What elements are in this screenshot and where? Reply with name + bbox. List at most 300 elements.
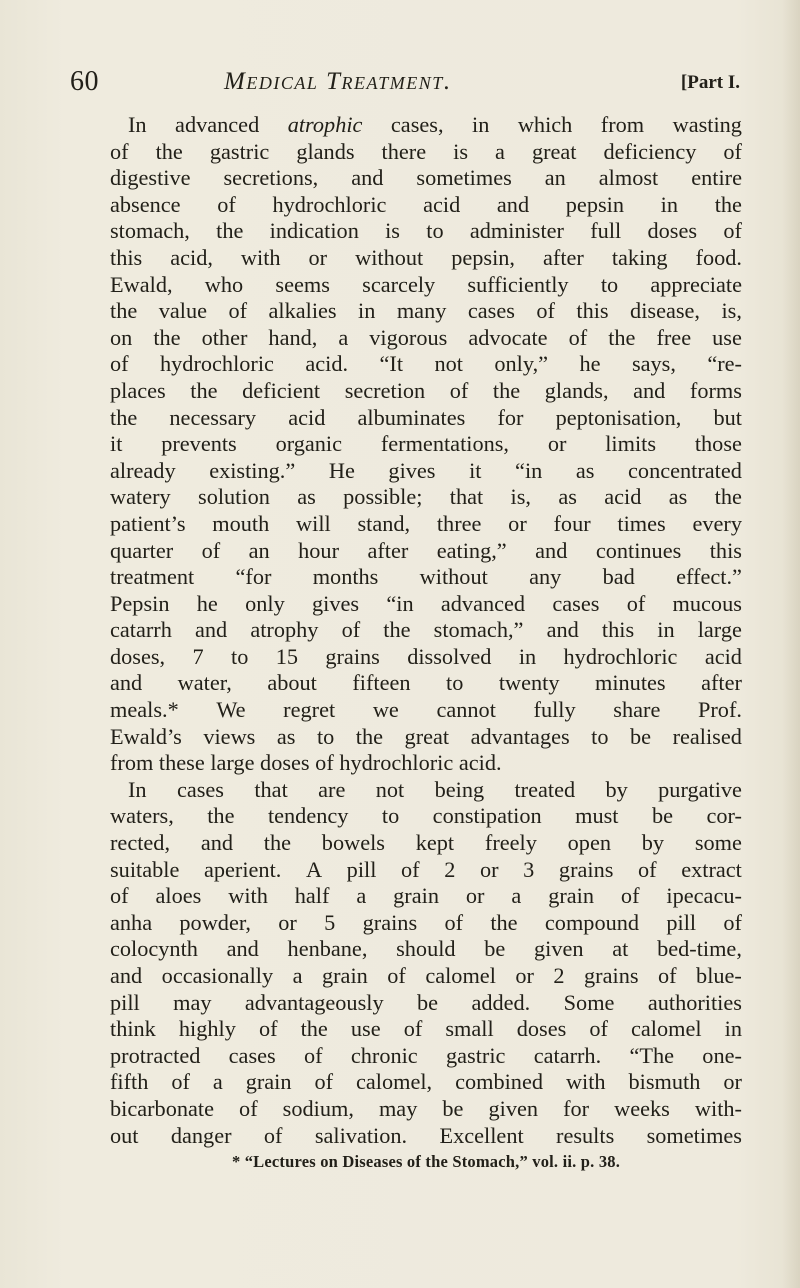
text-line bbox=[110, 325, 742, 352]
word: kept bbox=[415, 830, 455, 856]
word: appreciate bbox=[650, 271, 742, 297]
word: hydrochloric bbox=[160, 351, 274, 377]
word: treatment bbox=[110, 564, 195, 590]
word: gives bbox=[312, 590, 360, 616]
word: the bbox=[216, 218, 244, 244]
word: food. bbox=[695, 244, 742, 270]
word: this bbox=[601, 617, 635, 643]
word: four bbox=[553, 510, 591, 536]
word: with bbox=[228, 883, 268, 909]
word: grains bbox=[584, 963, 639, 988]
word: after bbox=[543, 244, 584, 270]
word: of bbox=[110, 883, 129, 909]
word: realised bbox=[672, 723, 742, 749]
word: chronic bbox=[350, 1042, 418, 1068]
word: three bbox=[436, 510, 482, 536]
word: or bbox=[723, 1069, 742, 1095]
word: cases bbox=[552, 590, 600, 616]
word: patient’s bbox=[110, 510, 186, 536]
word: may bbox=[378, 1095, 418, 1121]
word: solution bbox=[198, 484, 270, 510]
word: by bbox=[641, 830, 665, 856]
word: deficiency bbox=[603, 138, 697, 164]
word: already bbox=[110, 457, 176, 483]
word: given bbox=[534, 936, 584, 962]
word: of bbox=[217, 191, 236, 217]
word: of bbox=[263, 1122, 283, 1148]
word: hydrochloric bbox=[563, 643, 678, 669]
word: occasionally bbox=[161, 963, 274, 988]
word: organic bbox=[275, 431, 343, 457]
running-title: Medical Treatment. bbox=[224, 68, 452, 95]
word: as bbox=[558, 484, 577, 510]
word: taking bbox=[611, 244, 668, 270]
word: are bbox=[318, 776, 346, 802]
text-line bbox=[110, 724, 742, 751]
word: fifteen bbox=[352, 670, 411, 696]
word: and bbox=[110, 670, 143, 696]
text-line bbox=[110, 405, 742, 432]
word: advocate bbox=[468, 324, 548, 350]
word: danger bbox=[170, 1122, 232, 1148]
word: as bbox=[668, 484, 688, 510]
word: free bbox=[656, 324, 692, 350]
word: after bbox=[367, 537, 409, 563]
text-line bbox=[110, 1123, 742, 1150]
word: quarter bbox=[110, 537, 174, 563]
word: in bbox=[724, 1016, 742, 1042]
word: with- bbox=[694, 1095, 742, 1121]
word: hydrochloric bbox=[339, 750, 459, 776]
word: acid bbox=[423, 191, 461, 217]
word: or bbox=[465, 883, 485, 909]
word: In bbox=[128, 112, 147, 137]
word: doses bbox=[647, 218, 698, 244]
word: mouth bbox=[212, 510, 270, 536]
word: compound bbox=[544, 909, 640, 935]
word: open bbox=[567, 830, 611, 856]
word: absence bbox=[110, 191, 181, 217]
word: or bbox=[515, 963, 534, 988]
word: many bbox=[396, 298, 447, 324]
word: Excellent bbox=[439, 1122, 524, 1148]
text-line bbox=[110, 245, 742, 272]
word: a bbox=[338, 324, 349, 350]
word: acid, bbox=[170, 244, 213, 270]
word: of bbox=[444, 909, 464, 935]
word: in bbox=[472, 112, 490, 137]
word: fifth bbox=[110, 1069, 149, 1095]
word: albuminates bbox=[357, 404, 466, 430]
word: Ewald’s bbox=[110, 723, 182, 749]
word: this bbox=[709, 537, 742, 563]
word: dissolved bbox=[407, 643, 492, 669]
word: cases bbox=[467, 298, 515, 324]
word: of bbox=[401, 856, 420, 882]
word: bicarbonate bbox=[110, 1095, 214, 1121]
word: hydrochloric bbox=[272, 191, 387, 217]
word: aperient. bbox=[203, 856, 282, 882]
word: a bbox=[212, 1069, 223, 1095]
word: the bbox=[300, 1016, 328, 1042]
word: atrophy bbox=[250, 617, 319, 643]
word: minutes bbox=[594, 670, 666, 696]
word: entire bbox=[691, 165, 742, 191]
word: henbane, bbox=[287, 936, 368, 962]
word: and bbox=[546, 617, 579, 643]
word: scarcely bbox=[362, 271, 436, 297]
word: to bbox=[591, 723, 609, 749]
word: grain bbox=[548, 883, 595, 909]
word: of bbox=[314, 1069, 334, 1095]
word: the bbox=[490, 909, 518, 935]
word: about bbox=[267, 670, 317, 696]
word: that bbox=[254, 776, 288, 802]
word: is, bbox=[721, 298, 742, 324]
word: alkalies bbox=[268, 298, 337, 324]
word: constipation bbox=[432, 803, 542, 829]
word: but bbox=[713, 404, 742, 430]
word: the bbox=[608, 324, 636, 350]
word: use bbox=[350, 1016, 381, 1042]
text-line bbox=[110, 697, 742, 724]
text-line bbox=[110, 484, 742, 511]
word: only bbox=[245, 590, 285, 616]
text-line bbox=[110, 192, 742, 219]
word: gastric bbox=[445, 1042, 506, 1068]
word: or bbox=[547, 431, 567, 457]
word: the bbox=[190, 377, 218, 403]
word: Ewald, bbox=[110, 271, 173, 297]
word: pepsin, bbox=[451, 244, 516, 270]
text-line bbox=[110, 936, 742, 963]
word: without bbox=[419, 564, 488, 590]
word: given bbox=[488, 1095, 539, 1121]
word: of bbox=[258, 1016, 278, 1042]
word: glands, bbox=[544, 377, 609, 403]
text-line bbox=[110, 1096, 742, 1123]
word: seems bbox=[275, 271, 330, 297]
word: and bbox=[496, 191, 530, 217]
word: bad bbox=[602, 564, 635, 590]
word: not bbox=[434, 351, 463, 377]
text-line bbox=[110, 1069, 742, 1096]
word: 2 bbox=[444, 856, 456, 882]
text-line bbox=[110, 1016, 742, 1043]
word: acid. bbox=[458, 750, 502, 776]
word: hand, bbox=[268, 324, 318, 350]
word: stomach, bbox=[110, 218, 190, 244]
word: 15 bbox=[275, 643, 298, 669]
word: grain bbox=[393, 883, 439, 909]
word: times bbox=[617, 510, 666, 536]
text-line bbox=[110, 857, 742, 884]
word: wasting bbox=[672, 112, 742, 137]
word: is bbox=[385, 218, 400, 244]
text-line bbox=[110, 591, 742, 618]
word: bowels bbox=[321, 830, 385, 856]
word: authorities bbox=[647, 989, 742, 1015]
word: of bbox=[568, 324, 588, 350]
word: sometimes bbox=[416, 165, 512, 191]
word: the bbox=[110, 298, 138, 324]
word: other bbox=[201, 324, 248, 350]
page-number: 60 bbox=[70, 66, 99, 97]
word: blue- bbox=[696, 963, 742, 988]
word: grain bbox=[321, 963, 368, 988]
word: he bbox=[579, 351, 601, 377]
word: every bbox=[692, 510, 742, 536]
word: must bbox=[575, 803, 619, 829]
word: in bbox=[660, 191, 679, 217]
word: rected, bbox=[110, 830, 171, 856]
word: of bbox=[201, 537, 221, 563]
word: continues bbox=[595, 537, 682, 563]
word: indication bbox=[269, 218, 359, 244]
word: of bbox=[723, 909, 742, 935]
word: “re- bbox=[707, 351, 742, 377]
word: the bbox=[207, 803, 235, 829]
word: of bbox=[723, 218, 742, 244]
word: to bbox=[316, 723, 335, 749]
word: and bbox=[351, 165, 384, 191]
word: sometimes bbox=[646, 1122, 742, 1148]
word: to bbox=[231, 643, 249, 669]
footnote: * “Lectures on Diseases of the Stomach,” vol. ii. p. 38. bbox=[231, 1152, 621, 1172]
word: hour bbox=[298, 537, 339, 563]
text-line bbox=[110, 351, 742, 378]
word: says, bbox=[631, 351, 676, 377]
word: existing.” bbox=[209, 457, 296, 483]
word: without bbox=[355, 244, 424, 270]
word: out bbox=[110, 1122, 139, 1148]
word: “It bbox=[379, 351, 404, 377]
word: in bbox=[518, 643, 537, 669]
word: the bbox=[355, 723, 384, 749]
word: We bbox=[216, 697, 246, 723]
word: sodium, bbox=[282, 1095, 354, 1121]
word: places bbox=[110, 377, 166, 403]
text-line bbox=[110, 803, 742, 830]
word: deficient bbox=[242, 377, 321, 403]
word: secretion bbox=[344, 377, 426, 403]
text-line bbox=[110, 1043, 742, 1070]
word: doses bbox=[260, 750, 316, 776]
word: be bbox=[417, 989, 439, 1015]
word: Some bbox=[563, 989, 615, 1015]
word: concentrated bbox=[628, 457, 742, 483]
text-line bbox=[110, 165, 742, 192]
word: protracted bbox=[110, 1042, 201, 1068]
word: peptonisation, bbox=[555, 404, 682, 430]
word: be bbox=[630, 723, 652, 749]
word: pill bbox=[110, 989, 140, 1015]
word: to bbox=[381, 803, 400, 829]
word: not bbox=[375, 776, 405, 802]
word: these bbox=[158, 750, 211, 776]
word: ipecacu- bbox=[666, 883, 742, 909]
word: half bbox=[294, 883, 330, 909]
word: that bbox=[449, 484, 484, 510]
word: bed-time, bbox=[657, 936, 742, 962]
word: suitable bbox=[110, 856, 180, 882]
word: stand, bbox=[357, 510, 411, 536]
word: from bbox=[110, 750, 159, 776]
word: those bbox=[694, 431, 742, 457]
word: atrophic bbox=[287, 112, 363, 137]
text-line bbox=[110, 963, 742, 990]
word: some bbox=[694, 830, 742, 856]
word: pepsin bbox=[565, 191, 624, 217]
word: which bbox=[517, 112, 573, 137]
word: should bbox=[396, 936, 456, 962]
word: an bbox=[248, 537, 270, 563]
word: waters, bbox=[110, 803, 174, 829]
word: with bbox=[565, 1069, 606, 1095]
word: watery bbox=[110, 484, 171, 510]
word: “in bbox=[515, 457, 543, 483]
word: gives bbox=[388, 457, 436, 483]
word: 7 bbox=[192, 643, 204, 669]
word: calomel, bbox=[355, 1069, 433, 1095]
word: “for bbox=[235, 564, 272, 590]
word: and bbox=[110, 963, 143, 988]
word: and bbox=[226, 936, 259, 962]
word: of bbox=[658, 963, 677, 988]
word: may bbox=[173, 989, 212, 1015]
word: digestive bbox=[110, 165, 191, 191]
text-line bbox=[110, 617, 742, 644]
word: to bbox=[446, 670, 464, 696]
word: added. bbox=[471, 989, 531, 1015]
word: cannot bbox=[436, 697, 496, 723]
word: to bbox=[600, 271, 619, 297]
word: months bbox=[312, 564, 379, 590]
word: for bbox=[563, 1095, 590, 1121]
word: of bbox=[723, 138, 742, 164]
word: catarrh bbox=[110, 617, 172, 643]
word: as bbox=[276, 723, 296, 749]
word: advanced bbox=[175, 112, 260, 137]
word: or bbox=[278, 909, 297, 935]
word: of bbox=[638, 856, 657, 882]
word: vigorous bbox=[369, 324, 448, 350]
text-line bbox=[110, 777, 742, 804]
text-line bbox=[110, 272, 742, 299]
text-line bbox=[110, 458, 742, 485]
word: aloes bbox=[155, 883, 202, 909]
text-line bbox=[110, 564, 742, 591]
word: freely bbox=[484, 830, 537, 856]
word: a bbox=[292, 963, 303, 988]
word: as bbox=[575, 457, 595, 483]
word: Pepsin bbox=[110, 590, 170, 616]
text-line bbox=[110, 644, 742, 671]
word: only,” bbox=[494, 351, 549, 377]
word: or bbox=[308, 244, 328, 270]
word: regret bbox=[283, 697, 336, 723]
word: advantages bbox=[470, 723, 570, 749]
word: the bbox=[492, 377, 521, 403]
word: mucous bbox=[672, 590, 742, 616]
word: secretions, bbox=[223, 165, 319, 191]
word: at bbox=[612, 936, 629, 962]
word: one- bbox=[702, 1042, 742, 1068]
word: cases, bbox=[390, 112, 444, 137]
word: anha bbox=[110, 909, 153, 935]
word: acid bbox=[288, 404, 326, 430]
word: after bbox=[701, 670, 742, 696]
word: grains bbox=[558, 856, 614, 882]
text-line bbox=[110, 538, 742, 565]
word: sufficiently bbox=[467, 271, 569, 297]
word: be bbox=[484, 936, 506, 962]
word: and bbox=[200, 830, 234, 856]
word: calomel bbox=[425, 963, 496, 988]
word: is bbox=[453, 138, 468, 164]
word: value bbox=[158, 298, 207, 324]
running-header bbox=[70, 66, 740, 106]
word: A bbox=[305, 856, 323, 882]
word: any bbox=[529, 564, 562, 590]
word: “The bbox=[629, 1042, 675, 1068]
word: catarrh. bbox=[533, 1042, 602, 1068]
word: be bbox=[442, 1095, 464, 1121]
word: Prof. bbox=[697, 697, 742, 723]
body-text bbox=[110, 112, 742, 1173]
word: cases bbox=[228, 1042, 276, 1068]
word: a bbox=[356, 883, 367, 909]
word: and bbox=[633, 377, 666, 403]
word: of bbox=[589, 1016, 608, 1042]
word: advanced bbox=[440, 590, 526, 616]
word: of bbox=[387, 963, 406, 988]
word: meals.* bbox=[110, 697, 179, 723]
text-line bbox=[110, 883, 742, 910]
word: prevents bbox=[161, 431, 237, 457]
word: stomach,” bbox=[433, 617, 524, 643]
word: advantageously bbox=[244, 989, 384, 1015]
word: “in bbox=[386, 590, 414, 616]
word: acid. bbox=[305, 351, 349, 377]
word: will bbox=[296, 510, 331, 536]
word: twenty bbox=[498, 670, 560, 696]
word: of bbox=[303, 1042, 323, 1068]
word: cor- bbox=[706, 803, 742, 829]
text-line bbox=[110, 431, 742, 458]
word: colocynth bbox=[110, 936, 198, 962]
word: who bbox=[204, 271, 244, 297]
word: of bbox=[536, 298, 555, 324]
word: as bbox=[297, 484, 316, 510]
word: large bbox=[697, 617, 742, 643]
word: the bbox=[263, 830, 292, 856]
word: grains bbox=[325, 643, 380, 669]
word: by bbox=[605, 776, 628, 802]
text-line bbox=[110, 511, 742, 538]
word: it bbox=[469, 457, 482, 483]
word: disease, bbox=[630, 298, 701, 324]
text-line bbox=[110, 910, 742, 937]
word: think bbox=[110, 1016, 156, 1042]
word: He bbox=[328, 457, 355, 483]
word: acid bbox=[604, 484, 642, 510]
word: for bbox=[497, 404, 524, 430]
word: or bbox=[508, 510, 527, 536]
word: of bbox=[239, 1095, 258, 1121]
word: of bbox=[228, 298, 248, 324]
word: 5 bbox=[324, 909, 336, 935]
